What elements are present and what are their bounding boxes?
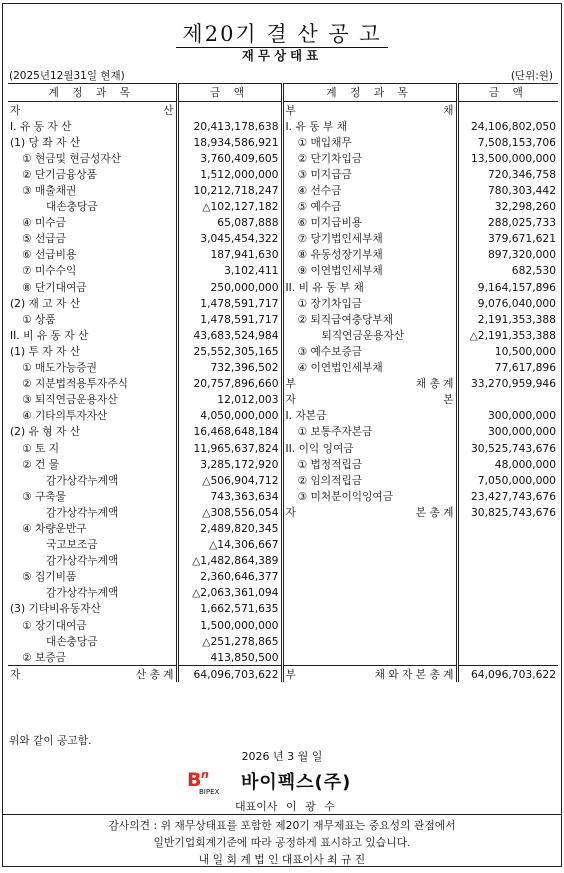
left-amount: 3,045,454,322 (177, 231, 282, 247)
right-empty-cell (282, 553, 457, 569)
balance-sheet-table (8, 83, 558, 682)
section-char: 자 (285, 505, 296, 519)
left-amount: 1,500,000,000 (177, 617, 282, 633)
section-char: 자 (10, 103, 21, 117)
ceo-name: 대표이사 이 광 수 (235, 800, 335, 813)
right-amount: 300,000,000 (488, 409, 556, 423)
right-amount: 897,320,000 (488, 248, 556, 262)
audit-opinion-line-1: 감사의견 : 위 재무상태표를 포함한 제20기 재무제표는 중요성의 관점에서 (108, 819, 456, 832)
audit-opinion-line-2: 일반기업회계기준에 따라 공정하게 표시하고 있습니다. (153, 836, 411, 849)
table-row (8, 263, 558, 279)
left-amount: 20,413,178,638 (177, 118, 282, 134)
right-account-label: ⑦ 당기법인세부채 (282, 231, 457, 247)
right-amount: 24,106,802,050 (471, 119, 556, 133)
table-row (8, 392, 558, 408)
left-account-label: ① 장기대여금 (8, 617, 177, 633)
table-row (8, 649, 558, 666)
left-account-label: (1) 투 자 자 산 (8, 343, 177, 359)
section-label: 채 (443, 103, 454, 117)
left-account-label: ① 상품 (8, 311, 177, 327)
total-text: 자 (10, 667, 21, 681)
unit-label: (단위:원) (510, 70, 553, 82)
left-amount: △2,063,361,094 (177, 585, 282, 601)
right-account-label: ⑥ 미지급비용 (282, 215, 457, 231)
table-row (8, 488, 558, 504)
left-amount: △102,127,182 (177, 199, 282, 215)
right-account-label: ④ 이연법인세부채 (282, 360, 457, 376)
left-account-label (8, 102, 177, 119)
left-amount: 65,087,888 (177, 215, 282, 231)
right-empty-cell (457, 520, 558, 536)
left-account-label: ④ 차량운반구 (8, 520, 177, 536)
left-account-label: ④ 미수금 (8, 215, 177, 231)
right-account-label: ① 장기차입금 (282, 295, 457, 311)
table-row (8, 569, 558, 585)
col-header-left-account: 계 정 과 목 (8, 84, 177, 102)
left-amount: 16,468,648,184 (177, 424, 282, 440)
left-account-label: I. 유 동 자 산 (8, 118, 177, 134)
right-account-label (282, 504, 457, 520)
table-row (8, 327, 558, 343)
left-amount: 12,012,003 (177, 392, 282, 408)
left-account-label: 감가상각누계액 (8, 553, 177, 569)
left-account-label: 국고보조금 (8, 537, 177, 553)
table-row (8, 472, 558, 488)
right-account-label: ④ 선수금 (282, 182, 457, 198)
table-row (8, 440, 558, 456)
right-account-label: ⑤ 예수금 (282, 199, 457, 215)
right-empty-cell (282, 520, 457, 536)
notice-date: 2026 년 3 월 일 (241, 750, 323, 763)
right-account-label: ① 법정적립금 (282, 456, 457, 472)
right-account-label: ② 임의적립금 (282, 472, 457, 488)
right-amount: 13,500,000,000 (471, 151, 556, 165)
section-label: 본 총 계 (415, 505, 454, 519)
left-amount: 2,489,820,345 (177, 520, 282, 536)
table-row (8, 537, 558, 553)
logo-wordmark: BIPEX (199, 788, 220, 796)
statement-title: 재무상태표 (241, 48, 323, 63)
left-account-label: ③ 퇴직연금운용자산 (8, 392, 177, 408)
table-row (8, 617, 558, 633)
left-amount: 1,512,000,000 (177, 166, 282, 182)
table-row (8, 520, 558, 536)
right-total-amount: 64,096,703,622 (457, 666, 558, 683)
right-amount: 9,164,157,896 (477, 280, 556, 294)
right-account-label: ⑨ 이연법인세부채 (282, 263, 457, 279)
right-amount: 9,076,040,000 (477, 296, 556, 310)
col-header-right-account: 계 정 과 목 (282, 84, 457, 102)
left-amount: 732,396,502 (177, 360, 282, 376)
section-label: 산 (163, 103, 174, 117)
left-total-amount: 64,096,703,622 (177, 666, 282, 683)
left-account-label: (3) 기타비유동자산 (8, 601, 177, 617)
right-empty-cell (282, 633, 457, 649)
right-amount: △2,191,353,388 (469, 328, 556, 342)
left-amount: 1,478,591,717 (177, 311, 282, 327)
right-account-label: I. 유 동 부 채 (282, 118, 457, 134)
left-account-label: ② 지분법적용투자주식 (8, 376, 177, 392)
table-row (8, 182, 558, 198)
left-amount: 20,757,896,660 (177, 376, 282, 392)
right-amount: 7,050,000,000 (477, 473, 556, 487)
left-account-label: (1) 당 좌 자 산 (8, 134, 177, 150)
left-account-label: ① 현금및 현금성자산 (8, 150, 177, 166)
left-amount: △1,482,864,389 (177, 553, 282, 569)
right-amount: 10,500,000 (494, 344, 556, 358)
right-amount: 379,671,621 (488, 232, 556, 246)
left-account-label: 감가상각누계액 (8, 504, 177, 520)
left-amount: 3,285,172,920 (177, 456, 282, 472)
right-amount (457, 392, 558, 408)
right-account-label: 퇴직연금운용자산 (282, 327, 457, 343)
right-empty-cell (457, 633, 558, 649)
left-account-label: 감가상각누계액 (8, 472, 177, 488)
left-amount: 187,941,630 (177, 247, 282, 263)
left-amount: 25,552,305,165 (177, 343, 282, 359)
table-row (8, 247, 558, 263)
notice-text: 위와 같이 공고함. (9, 734, 92, 747)
table-row (8, 553, 558, 569)
right-amount: 288,025,733 (488, 216, 556, 230)
right-amount: 2,191,353,388 (477, 312, 556, 326)
right-empty-cell (282, 617, 457, 633)
section-char: 자 (285, 393, 296, 407)
left-account-label: ① 매도가능증권 (8, 360, 177, 376)
table-row (8, 134, 558, 150)
right-account-label: ② 퇴직급여충당부채 (282, 311, 457, 327)
table-row (8, 585, 558, 601)
logo-b-letter: B (187, 769, 202, 791)
right-account-label: II. 비 유 동 부 채 (282, 279, 457, 295)
right-empty-cell (457, 617, 558, 633)
right-amount: 33,270,959,946 (471, 377, 556, 391)
table-row (8, 215, 558, 231)
left-amount: 743,363,634 (177, 488, 282, 504)
left-account-label: ② 단기금융상품 (8, 166, 177, 182)
right-amount: 30,825,743,676 (471, 505, 556, 519)
right-account-label: ① 보통주자본금 (282, 424, 457, 440)
left-amount: 18,934,586,921 (177, 134, 282, 150)
left-amount: △251,278,865 (177, 633, 282, 649)
table-row (8, 633, 558, 649)
table-row (8, 601, 558, 617)
left-amount (177, 102, 282, 119)
left-amount: 11,965,637,824 (177, 440, 282, 456)
left-account-label: 감가상각누계액 (8, 585, 177, 601)
right-amount: 77,617,896 (494, 361, 556, 375)
table-header (8, 84, 558, 102)
right-account-label: I. 자본금 (282, 408, 457, 424)
table-row (8, 279, 558, 295)
logo-n-letter: n (201, 768, 209, 781)
total-text: 채 와 자 본 총 계 (374, 667, 454, 681)
left-account-label: ⑧ 단기대여금 (8, 279, 177, 295)
table-row (8, 408, 558, 424)
page-title: 제20기 결 산 공 고 (3, 18, 561, 48)
total-text: 산 총 계 (135, 667, 174, 681)
right-amount: 682,530 (511, 264, 556, 278)
table-row (8, 102, 558, 119)
right-account-label (282, 376, 457, 392)
left-account-label: ④ 기타의투자자산 (8, 408, 177, 424)
table-row (8, 376, 558, 392)
left-amount: 1,478,591,717 (177, 295, 282, 311)
left-account-label: (2) 재 고 자 산 (8, 295, 177, 311)
right-amount: 7,508,153,706 (477, 135, 556, 149)
table-row (8, 118, 558, 134)
right-amount: 300,000,000 (488, 425, 556, 439)
left-amount: 250,000,000 (177, 279, 282, 295)
right-empty-cell (457, 649, 558, 666)
right-empty-cell (282, 601, 457, 617)
right-account-label: ③ 예수보증금 (282, 343, 457, 359)
auditor-signature: 내 일 회 계 법 인 대표이사 최 규 진 (198, 853, 366, 866)
left-account-label: 대손충당금 (8, 199, 177, 215)
left-account-label: ⑤ 집기비품 (8, 569, 177, 585)
section-char: 부 (285, 103, 296, 117)
left-amount: △308,556,054 (177, 504, 282, 520)
right-empty-cell (282, 649, 457, 666)
table-row (8, 150, 558, 166)
company-name: 바이펙스(주) (241, 772, 352, 793)
left-amount: 43,683,524,984 (177, 327, 282, 343)
right-account-label: ① 매입채무 (282, 134, 457, 150)
left-amount: 413,850,500 (177, 649, 282, 666)
right-amount: 48,000,000 (494, 457, 556, 471)
table-row (8, 424, 558, 440)
right-empty-cell (457, 553, 558, 569)
audit-opinion (3, 814, 561, 868)
right-amount: 780,303,442 (488, 184, 556, 198)
left-amount: 10,212,718,247 (177, 182, 282, 198)
left-account-label: II. 비 유 동 자 산 (8, 327, 177, 343)
right-account-label: ③ 미처분이익잉여금 (282, 488, 457, 504)
col-header-right-amount: 금 액 (457, 84, 558, 102)
left-account-label: ⑤ 선급금 (8, 231, 177, 247)
left-account-label: ③ 매출채권 (8, 182, 177, 198)
left-account-label: 대손충당금 (8, 633, 177, 649)
right-amount: 32,298,260 (494, 200, 556, 214)
right-amount: 720,346,758 (488, 167, 556, 181)
right-empty-cell (282, 569, 457, 585)
right-account-label: ② 단기차입금 (282, 150, 457, 166)
left-account-label: ② 보증금 (8, 649, 177, 666)
left-account-label: ② 건 물 (8, 456, 177, 472)
right-amount (457, 102, 558, 119)
company-logo (186, 768, 232, 796)
section-label: 채 총 계 (415, 377, 454, 391)
right-empty-cell (457, 585, 558, 601)
balance-sheet-notice (2, 3, 562, 867)
left-total-label (8, 666, 177, 683)
right-empty-cell (282, 585, 457, 601)
table-row (8, 360, 558, 376)
right-empty-cell (282, 537, 457, 553)
right-total-label (282, 666, 457, 683)
right-amount: 23,427,743,676 (471, 489, 556, 503)
right-account-label: ⑧ 유동성장기부채 (282, 247, 457, 263)
totals-row (8, 666, 558, 683)
table-row (8, 295, 558, 311)
left-amount: △506,904,712 (177, 472, 282, 488)
right-empty-cell (457, 537, 558, 553)
total-text: 부 (285, 667, 296, 681)
left-account-label: ③ 구축물 (8, 488, 177, 504)
table-row (8, 456, 558, 472)
left-amount: 4,050,000,000 (177, 408, 282, 424)
left-account-label: (2) 유 형 자 산 (8, 424, 177, 440)
left-account-label: ⑥ 선급비용 (8, 247, 177, 263)
right-empty-cell (457, 601, 558, 617)
table-row (8, 311, 558, 327)
section-label: 본 (443, 393, 454, 407)
as-of-date: (2025년12월31일 현재) (9, 70, 125, 82)
right-account-label (282, 392, 457, 408)
table-row (8, 504, 558, 520)
left-amount: 3,102,411 (177, 263, 282, 279)
table-row (8, 166, 558, 182)
col-header-left-amount: 금 액 (177, 84, 282, 102)
right-empty-cell (457, 569, 558, 585)
right-account-label (282, 102, 457, 119)
right-amount: 30,525,743,676 (471, 441, 556, 455)
left-amount: △14,306,667 (177, 537, 282, 553)
right-account-label: ③ 미지급금 (282, 166, 457, 182)
left-amount: 1,662,571,635 (177, 601, 282, 617)
section-char: 부 (285, 377, 296, 391)
table-row (8, 343, 558, 359)
table-row (8, 199, 558, 215)
table-row (8, 231, 558, 247)
left-account-label: ① 토 지 (8, 440, 177, 456)
left-account-label: ⑦ 미수수익 (8, 263, 177, 279)
right-account-label: II. 이익 잉여금 (282, 440, 457, 456)
left-amount: 3,760,409,605 (177, 150, 282, 166)
left-amount: 2,360,646,377 (177, 569, 282, 585)
